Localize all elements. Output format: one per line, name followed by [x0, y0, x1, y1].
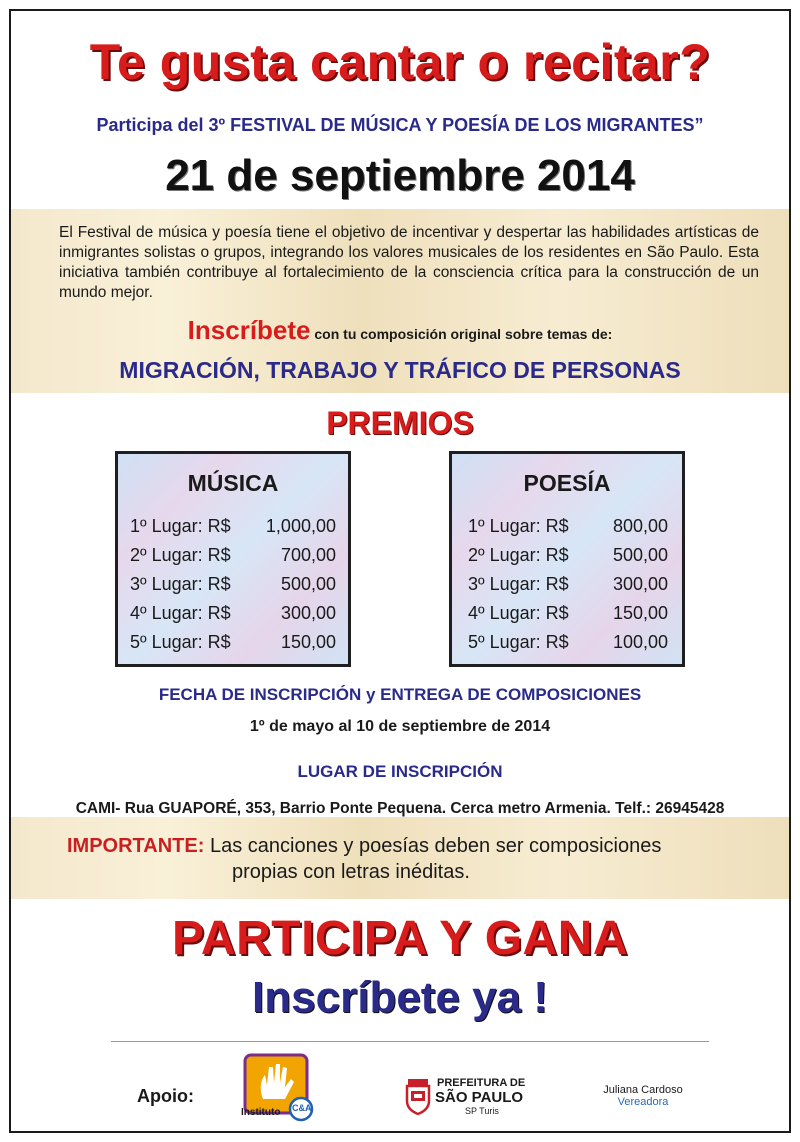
prefeitura-line1: PREFEITURA DE	[437, 1077, 526, 1089]
premios-heading: PREMIOS	[326, 405, 474, 441]
musica-title: MÚSICA	[187, 470, 279, 496]
prize-value: 1,000,00	[265, 516, 336, 536]
importante-label: IMPORTANTE:	[67, 835, 205, 857]
poesia-title: POESÍA	[523, 470, 611, 496]
prize-row	[118, 574, 348, 603]
juliana-cardoso-credit	[583, 1084, 703, 1108]
poesia-prize-box	[449, 451, 685, 667]
poster-frame	[9, 9, 791, 1133]
prize-row	[118, 545, 348, 574]
prize-label: 2º Lugar: R$	[468, 545, 569, 565]
prize-label: 5º Lugar: R$	[468, 632, 569, 652]
prize-value: 100,00	[612, 632, 668, 652]
prize-label: 3º Lugar: R$	[130, 574, 231, 594]
importante-line1: Las canciones y poesías deben ser composiciones	[209, 835, 662, 857]
prefeitura-logo	[403, 1077, 543, 1117]
prefeitura-line3: SP Turis	[465, 1106, 499, 1116]
instituto-mark: C&A	[292, 1103, 312, 1113]
prize-value: 700,00	[280, 545, 336, 565]
instituto-logo	[241, 1051, 319, 1127]
prize-row	[118, 516, 348, 545]
fecha-heading: FECHA DE INSCRIPCIÓN y ENTREGA DE COMPOSICIONES	[158, 685, 642, 704]
prize-value: 150,00	[280, 632, 336, 652]
prize-value: 300,00	[612, 574, 668, 594]
prize-label: 2º Lugar: R$	[130, 545, 231, 565]
footer-divider	[111, 1041, 709, 1042]
inscribe-line	[11, 315, 789, 346]
themes-heading: MIGRACIÓN, TRABAJO Y TRÁFICO DE PERSONAS	[119, 357, 681, 383]
prize-value: 150,00	[612, 603, 668, 623]
prize-value: 500,00	[280, 574, 336, 594]
prize-label: 4º Lugar: R$	[468, 603, 569, 623]
cta-headline: PARTICIPA Y GANA	[171, 912, 629, 965]
prize-row	[118, 632, 348, 661]
poster-title: Te gusta cantar o recitar?	[89, 34, 711, 90]
importante-note	[67, 833, 767, 885]
prize-value: 300,00	[280, 603, 336, 623]
event-date: 21 de septiembre 2014	[165, 151, 635, 200]
prize-row	[452, 516, 682, 545]
prize-value: 500,00	[612, 545, 668, 565]
prize-label: 4º Lugar: R$	[130, 603, 231, 623]
prize-row	[452, 545, 682, 574]
instituto-label: Instituto	[241, 1107, 281, 1118]
prize-label: 1º Lugar: R$	[130, 516, 231, 536]
fecha-value: 1º de mayo al 10 de septiembre de 2014	[249, 718, 551, 735]
juliana-role: Vereadora	[617, 1096, 669, 1108]
prize-label: 3º Lugar: R$	[468, 574, 569, 594]
prize-row	[118, 603, 348, 632]
prize-value: 800,00	[612, 516, 668, 536]
inscribe-word: Inscríbete	[187, 315, 311, 345]
cta-subline: Inscríbete ya !	[252, 973, 548, 1022]
prize-row	[452, 632, 682, 661]
festival-subtitle: Participa del 3º FESTIVAL DE MÚSICA Y POESÍA DE LOS MIGRANTES”	[96, 115, 704, 135]
lugar-heading: LUGAR DE INSCRIPCIÓN	[297, 762, 503, 781]
lugar-value: CAMI- Rua GUAPORÉ, 353, Barrio Ponte Pequena. Cerca metro Armenia. Telf.: 26945428	[75, 800, 725, 817]
prize-label: 5º Lugar: R$	[130, 632, 231, 652]
prize-row	[452, 603, 682, 632]
prize-row	[452, 574, 682, 603]
apoio-label: Apoio:	[137, 1086, 194, 1106]
juliana-name: Juliana Cardoso	[603, 1084, 683, 1096]
prize-label: 1º Lugar: R$	[468, 516, 569, 536]
prefeitura-line2: SÃO PAULO	[435, 1089, 524, 1106]
musica-prize-box	[115, 451, 351, 667]
importante-line2: propias con letras inéditas.	[232, 861, 470, 883]
city-crest-icon	[403, 1077, 433, 1115]
intro-text: El Festival de música y poesía tiene el objetivo de incentivar y despertar las habilidades artísticas de inmigrantes solistas o grupos, integrando los valores musicales de los residentes en São Paulo. Esta iniciativa también contribuye al fortalecimiento de la consciencia crítica para la construcción de un mundo mejor.	[59, 224, 759, 301]
inscribe-rest: con tu composición original sobre temas de:	[314, 326, 613, 342]
